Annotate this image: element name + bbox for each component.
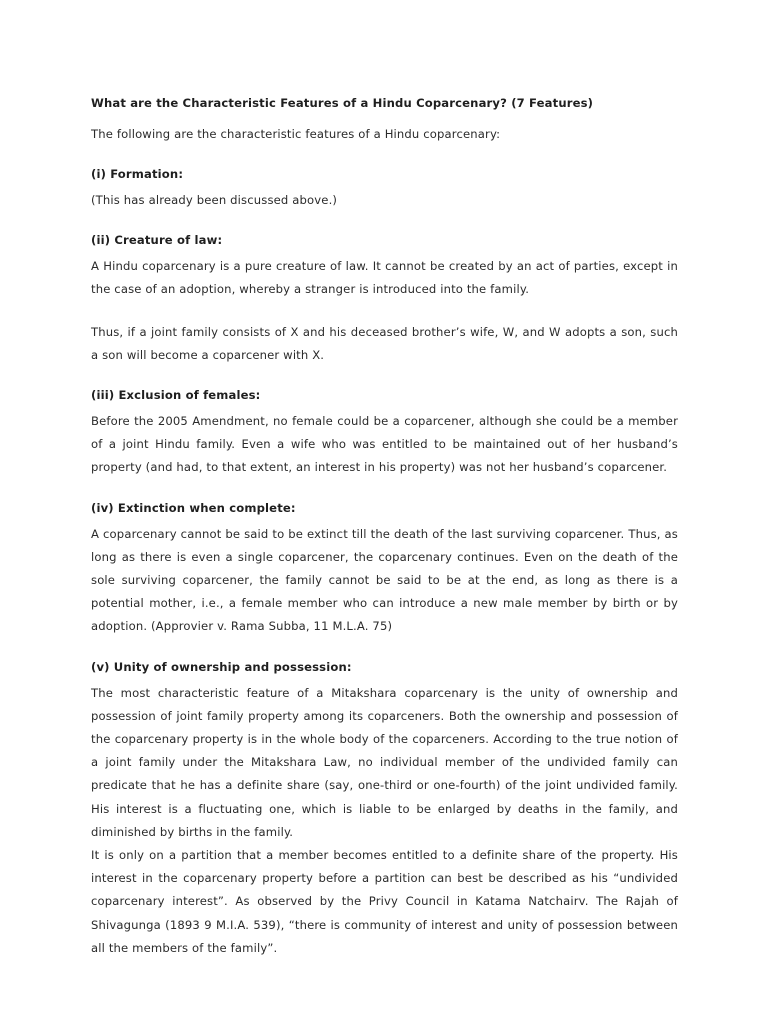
section-heading: (ii) Creature of law:: [91, 233, 223, 248]
section-creature-of-law: [91, 232, 678, 367]
document-page: [91, 95, 678, 980]
section-paragraph: It is only on a partition that a member becomes entitled to a definite share of the property. His interest in the coparcenary property before a partition can best be described as his “undivided coparcenary interest”. As observed by the Privy Council in Katama Natchairv. The Rajah of Shivagunga (1893 9 M.I.A. 539), “there is community of interest and unity of possession between all the members of the family”.: [91, 848, 678, 955]
section-formation: [91, 166, 678, 212]
section-paragraph: Before the 2005 Amendment, no female could be a coparcener, although she could be a member of a joint Hindu family. Even a wife who was entitled to be maintained out of her husband’s property (and had, to that extent, an interest in his property) was not her husband’s coparcener.: [91, 414, 678, 475]
section-paragraph: The most characteristic feature of a Mitakshara coparcenary is the unity of ownership and possession of joint family property among its coparceners. Both the ownership and possession of the coparcenary property is in the whole body of the coparceners. According to the true notion of a joint family under the Mitakshara Law, no individual member of the undivided family can predicate that he has a definite share (say, one-third or one-fourth) of the joint undivided family. His interest is a fluctuating one, which is liable to be enlarged by deaths in the family, and diminished by births in the family.: [91, 685, 678, 839]
section-paragraph: A coparcenary cannot be said to be extinct till the death of the last surviving coparcener. Thus, as long as there is even a single coparcener, the coparcenary continues. Even on the death of the sole surviving coparcener, the family cannot be said to be at the end, as long as there is a potential mother, i.e., a female member who can introduce a new male member by birth or by adoption. (Approvier v. Rama Subba, 11 M.L.A. 75): [91, 526, 678, 634]
section-exclusion-of-females: [91, 387, 678, 480]
section-heading: (i) Formation:: [91, 167, 184, 181]
section-unity-of-ownership: [91, 659, 678, 960]
section-heading: (iv) Extinction when complete:: [91, 500, 296, 515]
section-paragraph: (This has already been discussed above.): [91, 193, 338, 207]
section-extinction-when-complete: [91, 500, 678, 639]
section-heading: (v) Unity of ownership and possession:: [91, 659, 352, 674]
intro-text: The following are the characteristic features of a Hindu coparcenary:: [91, 127, 501, 141]
page-title: What are the Characteristic Features of a Hindu Coparcenary? (7 Features): [91, 96, 594, 110]
section-heading: (iii) Exclusion of females:: [91, 388, 261, 403]
section-paragraph: A Hindu coparcenary is a pure creature of law. It cannot be created by an act of parties, except in the case of an adoption, whereby a stranger is introduced into the family.: [91, 259, 678, 297]
section-paragraph: Thus, if a joint family consists of X and his deceased brother’s wife, W, and W adopts a son, such a son will become a coparcener with X.: [91, 324, 678, 362]
